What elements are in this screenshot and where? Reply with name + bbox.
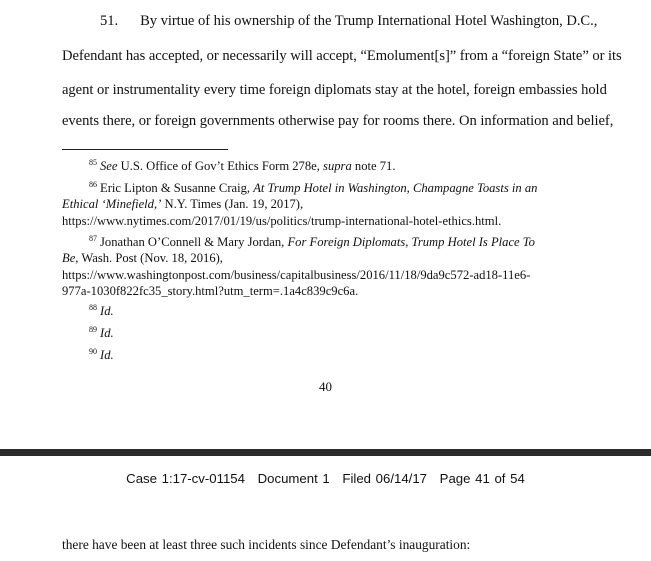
footnote-rule [62,149,228,150]
paragraph-line-3: agent or instrumentality every time foreign diplomats stay at the hotel, foreign embassies hold [62,82,607,98]
case-number: Case 1:17-cv-01154 [126,471,245,486]
footnote-90: $^{90}$ Id. [89,346,114,362]
paragraph-line-2: Defendant has accepted, or necessarily will accept, “Emolument[s]” from a “foreign State” or its [62,48,622,64]
footnote-85: $^{85}$ See U.S. Office of Gov’t Ethics Form 278e, supra note 71. [89,157,396,173]
footnote-87: $^{87}$ Jonathan O’Connell & Mary Jordan, For Foreign Diplomats, Trump Hotel Is Place To Be, Wash. Post (Nov. 18, 2016), https://www.washingtonpost.com/business/capitalbusiness/2016/11/18/9da9c572-ad18-11e6- 977a-1030f822fc35_story.html?utm_term=.1a4c839c9c6a. [62,234,622,300]
paragraph-line-4: events there, or foreign governments otherwise pay for rooms there. On information and belief, [62,113,614,129]
paragraph-line-1: 51. By virtue of his ownership of the Trump International Hotel Washington, D.C., [100,13,598,29]
filed-date: Filed 06/14/17 [342,471,427,486]
paragraph-number: 51. [100,13,119,29]
footnote-88: $^{88}$ Id. [89,302,114,318]
page-number: 40 [319,379,332,394]
page-separator [0,449,651,456]
footnote-86-url: https://www.nytimes.com/2017/01/19/us/politics/trump-international-hotel-ethics.html. [62,213,502,228]
footnote-87-url-2: 977a-1030f822fc35_story.html?utm_term=.1a4c839c9c6a. [62,284,359,299]
footnote-87-url-1: https://www.washingtonpost.com/business/capitalbusiness/2016/11/18/9da9c572-ad18-11e6- [62,267,531,282]
case-header [0,471,651,486]
document-number: Document 1 [257,471,330,486]
footnote-86: $^{86}$ Eric Lipton & Susanne Craig, At Trump Hotel in Washington, Champagne Toasts in an Ethical ‘Minefield,’ N.Y. Times (Jan. 19, 2017), https://www.nytimes.com/2017/01/19/us/politics/trump-international-hotel-ethics.html. [62,180,622,229]
footnote-89: $^{89}$ Id. [89,324,114,340]
next-page-text: there have been at least three such incidents since Defendant’s inauguration: [62,537,471,552]
page-count: Page 41 of 54 [439,471,525,486]
